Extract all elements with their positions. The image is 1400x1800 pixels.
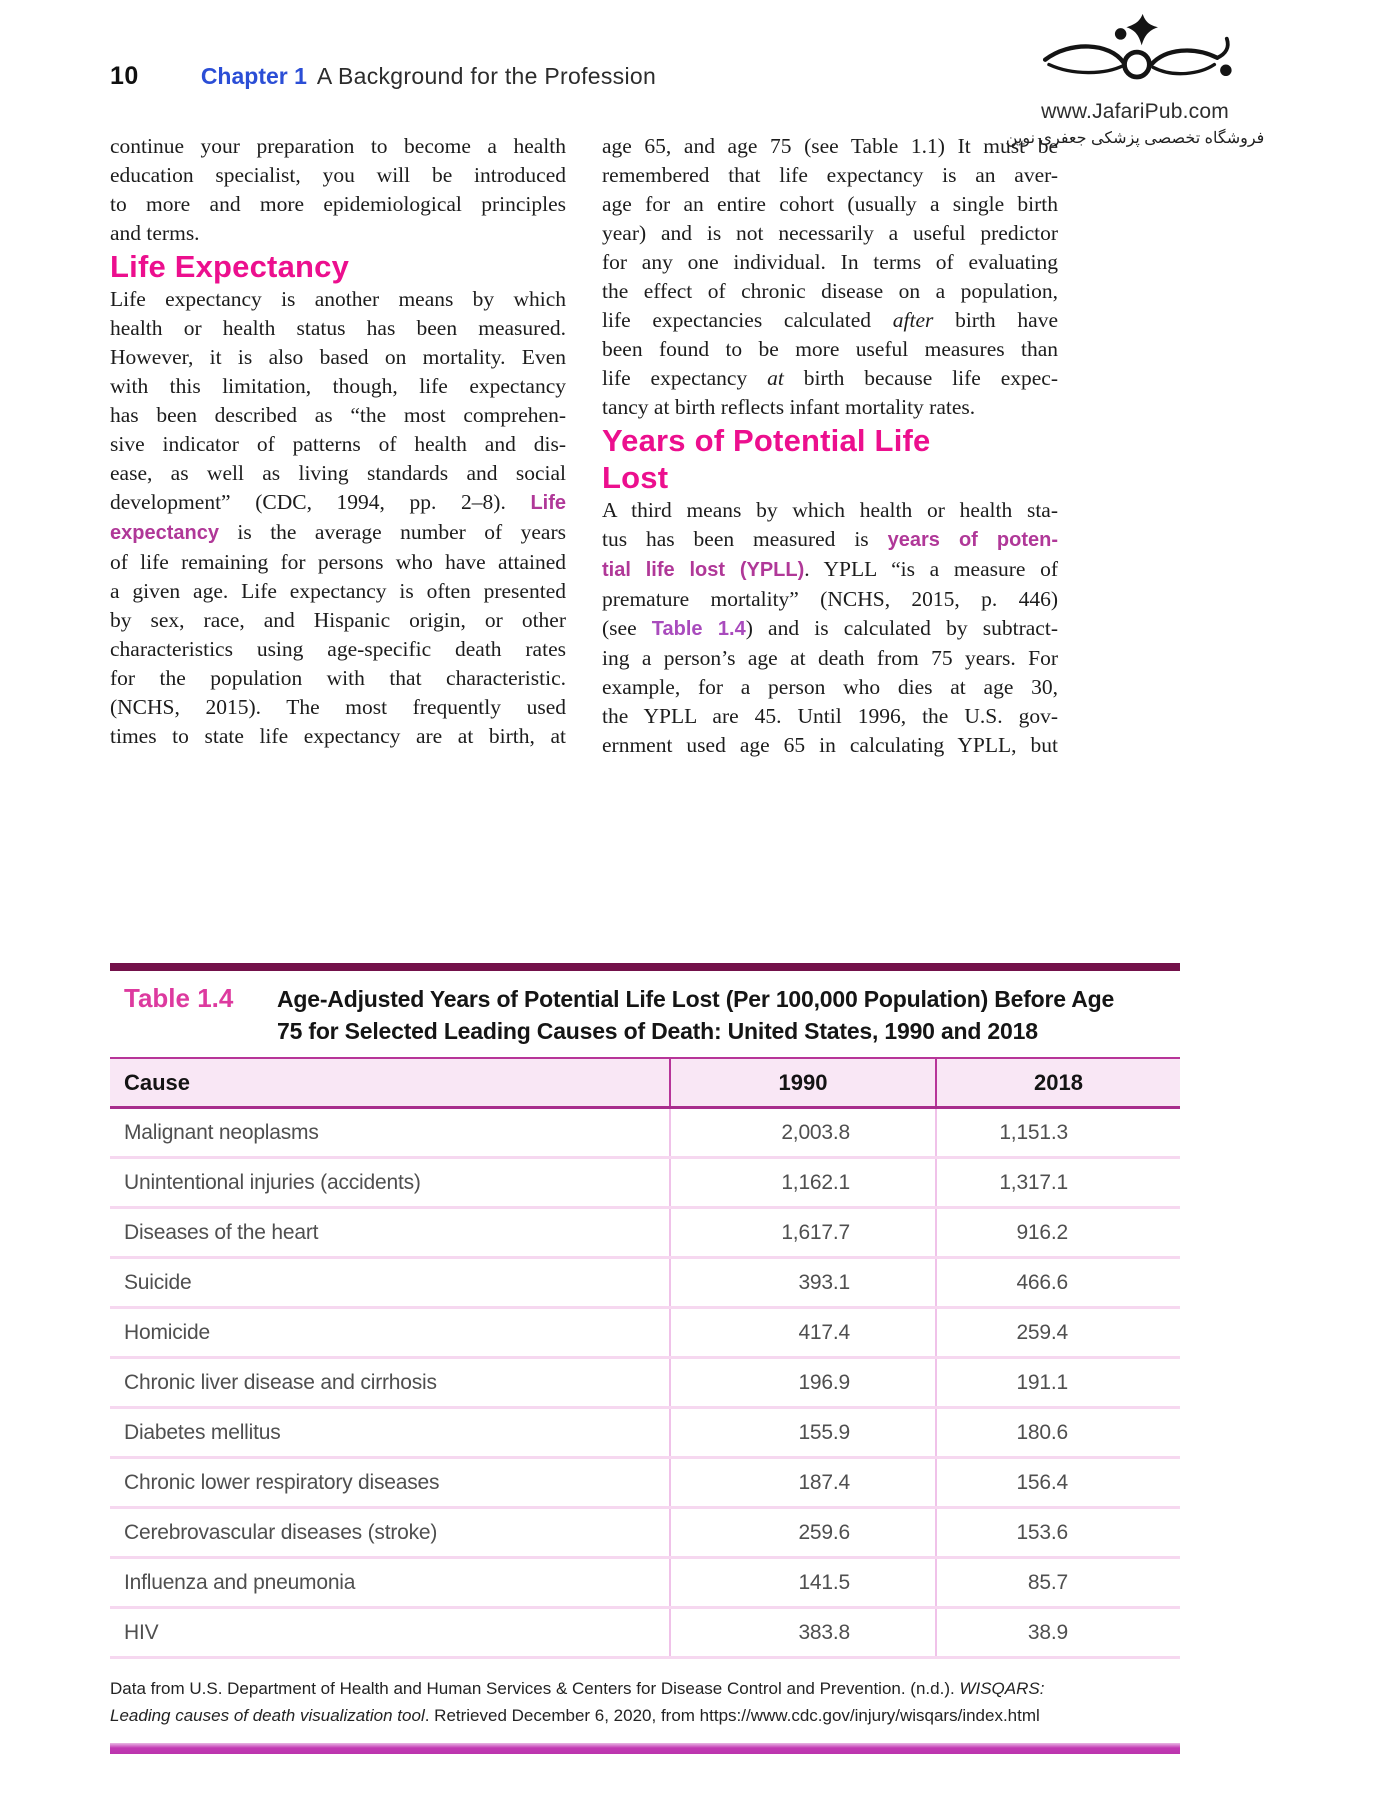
value-cell-1990: 259.6 [669, 1509, 935, 1556]
text-line: Life expectancy is another means by which [110, 287, 566, 311]
section-heading-life-expectancy: Life Expectancy [110, 249, 350, 284]
ypll-paragraph [602, 496, 1058, 760]
value-cell-1990: 2,003.8 [669, 1109, 935, 1156]
text-line: health or health status has been measured. [110, 316, 566, 340]
table-row [110, 1209, 1180, 1259]
text-line: by sex, race, and Hispanic origin, or other [110, 608, 566, 632]
text-line: example, for a person who dies at age 30, [602, 675, 1058, 699]
text-line: age 65, and age 75 (see Table 1.1) It must be [602, 134, 1058, 158]
table-row [110, 1559, 1180, 1609]
table-row [110, 1359, 1180, 1409]
text-line: life expectancies calculated after birth have [602, 308, 1058, 332]
cause-cell: Malignant neoplasms [124, 1120, 319, 1144]
table-title-text: Age-Adjusted Years of Potential Life Lost (Per 100,000 Population) Before Age 75 for Selected Leading Causes of Death: United States, 1990 and 2018 [277, 986, 1115, 1044]
life-expectancy-paragraph [110, 285, 566, 751]
text-line: ease, as well as living standards and social [110, 461, 566, 485]
text-line: (NCHS, 2015). The most frequently used [110, 695, 566, 719]
text-line: tancy at birth reflects infant mortality rates. [602, 395, 976, 419]
value-cell-2018: 1,151.3 [935, 1109, 1180, 1156]
value-cell-2018: 259.4 [935, 1309, 1180, 1356]
value-cell-2018: 85.7 [935, 1559, 1180, 1606]
table-row [110, 1509, 1180, 1559]
column-header-2018: 2018 [935, 1059, 1180, 1106]
text-line: tus has been measured is years of poten- [602, 527, 1058, 551]
source-note: Data from U.S. Department of Health and Human Services & Centers for Disease Control and Prevention. (n.d.). WISQARS: Leading causes of death visualization tool. Retrieved December 6, 2020, from https://www.cdc.gov/injury/wisqars/index.html [110, 1679, 1045, 1725]
text-line: been found to be more useful measures than [602, 337, 1058, 361]
accent-bar-top [110, 963, 1180, 971]
value-cell-1990: 393.1 [669, 1259, 935, 1306]
value-cell-2018: 1,317.1 [935, 1159, 1180, 1206]
table-row [110, 1159, 1180, 1209]
chapter-label: Chapter 1 [200, 63, 307, 89]
left-column [110, 132, 566, 760]
text-line: continue your preparation to become a health [110, 134, 566, 158]
section-heading-ypll: Years of Potential Life Lost [602, 423, 931, 495]
text-line: A third means by which health or health sta- [602, 498, 1058, 522]
text-line: has been described as “the most comprehen- [110, 403, 566, 427]
cause-cell: Homicide [124, 1320, 210, 1344]
text-line: sive indicator of patterns of health and dis- [110, 432, 566, 456]
table-title [110, 983, 1180, 1047]
text-line: and terms. [110, 221, 200, 245]
cause-cell: Chronic lower respiratory diseases [124, 1470, 440, 1494]
life-expectancy-continued-paragraph [602, 132, 1058, 422]
table-row [110, 1459, 1180, 1509]
text-line: with this limitation, though, life expectancy [110, 374, 566, 398]
text-line: tial life lost (YPLL). YPLL “is a measure of [602, 557, 1059, 581]
text-line: ing a person’s age at death from 75 years. For [602, 646, 1058, 670]
text-line: age for an entire cohort (usually a single birth [602, 192, 1058, 216]
value-cell-2018: 916.2 [935, 1209, 1180, 1256]
accent-bar-bottom [110, 1743, 1180, 1754]
column-header-cause: Cause [124, 1069, 191, 1095]
cause-cell: Chronic liver disease and cirrhosis [124, 1370, 437, 1394]
table-header-row [110, 1057, 1180, 1109]
cause-cell: Influenza and pneumonia [124, 1570, 356, 1594]
table-row [110, 1609, 1180, 1659]
value-cell-2018: 466.6 [935, 1259, 1180, 1306]
text-line: year) and is not necessarily a useful predictor [602, 221, 1058, 245]
text-line: for the population with that characteristic. [110, 666, 566, 690]
table-title-label: Table 1.4 [124, 983, 234, 1013]
text-line: premature mortality” (NCHS, 2015, p. 446) [602, 587, 1058, 611]
page-header [110, 62, 656, 91]
cause-cell: Cerebrovascular diseases (stroke) [124, 1520, 438, 1544]
text-line: to more and more epidemiological principles [110, 192, 566, 216]
cause-cell: Unintentional injuries (accidents) [124, 1170, 421, 1194]
value-cell-1990: 196.9 [669, 1359, 935, 1406]
column-header-1990: 1990 [669, 1059, 935, 1106]
text-line: of life remaining for persons who have attained [110, 550, 566, 574]
value-cell-2018: 38.9 [935, 1609, 1180, 1656]
text-line: the YPLL are 45. Until 1996, the U.S. gov- [602, 704, 1058, 728]
publisher-tagline: فروشگاه تخصصی پزشکی جعفری نوین [1005, 130, 1265, 147]
table-row [110, 1109, 1180, 1159]
table-row [110, 1409, 1180, 1459]
text-line: However, it is also based on mortality. Even [110, 345, 566, 369]
text-line: (see Table 1.4) and is calculated by subtract- [602, 616, 1058, 640]
value-cell-2018: 180.6 [935, 1409, 1180, 1456]
text-line: development” (CDC, 1994, pp. 2–8). Life [110, 490, 566, 514]
table-body [110, 1109, 1180, 1659]
intro-paragraph [110, 132, 566, 248]
value-cell-2018: 153.6 [935, 1509, 1180, 1556]
value-cell-1990: 155.9 [669, 1409, 935, 1456]
text-line: times to state life expectancy are at birth, at [110, 724, 566, 748]
text-line: remembered that life expectancy is an aver- [602, 163, 1058, 187]
cause-cell: HIV [124, 1620, 159, 1644]
value-cell-2018: 156.4 [935, 1459, 1180, 1506]
text-line: the effect of chronic disease on a population, [602, 279, 1058, 303]
table-1-4 [110, 963, 1180, 1754]
value-cell-1990: 141.5 [669, 1559, 935, 1606]
cause-cell: Suicide [124, 1270, 192, 1294]
text-line: education specialist, you will be introduced [110, 163, 566, 187]
value-cell-1990: 383.8 [669, 1609, 935, 1656]
chapter-title: A Background for the Profession [316, 63, 657, 89]
text-line: a given age. Life expectancy is often presented [110, 579, 566, 603]
value-cell-2018: 191.1 [935, 1359, 1180, 1406]
text-line: ernment used age 65 in calculating YPLL, but [602, 733, 1058, 757]
cause-cell: Diabetes mellitus [124, 1420, 281, 1444]
table-row [110, 1309, 1180, 1359]
value-cell-1990: 1,617.7 [669, 1209, 935, 1256]
article-columns [110, 132, 1058, 760]
text-line: for any one individual. In terms of evaluating [602, 250, 1058, 274]
value-cell-1990: 417.4 [669, 1309, 935, 1356]
text-line: characteristics using age-specific death rates [110, 637, 566, 661]
jafaripub-logo-icon [1029, 10, 1241, 98]
table-row [110, 1259, 1180, 1309]
page-number: 10 [110, 62, 139, 90]
right-column [602, 132, 1058, 760]
publisher-branding [1000, 10, 1270, 148]
cause-cell: Diseases of the heart [124, 1220, 319, 1244]
value-cell-1990: 187.4 [669, 1459, 935, 1506]
text-line: life expectancy at birth because life expec- [602, 366, 1058, 390]
publisher-website: www.JafariPub.com [1041, 100, 1229, 123]
text-line: expectancy is the average number of years [110, 520, 566, 544]
value-cell-1990: 1,162.1 [669, 1159, 935, 1206]
